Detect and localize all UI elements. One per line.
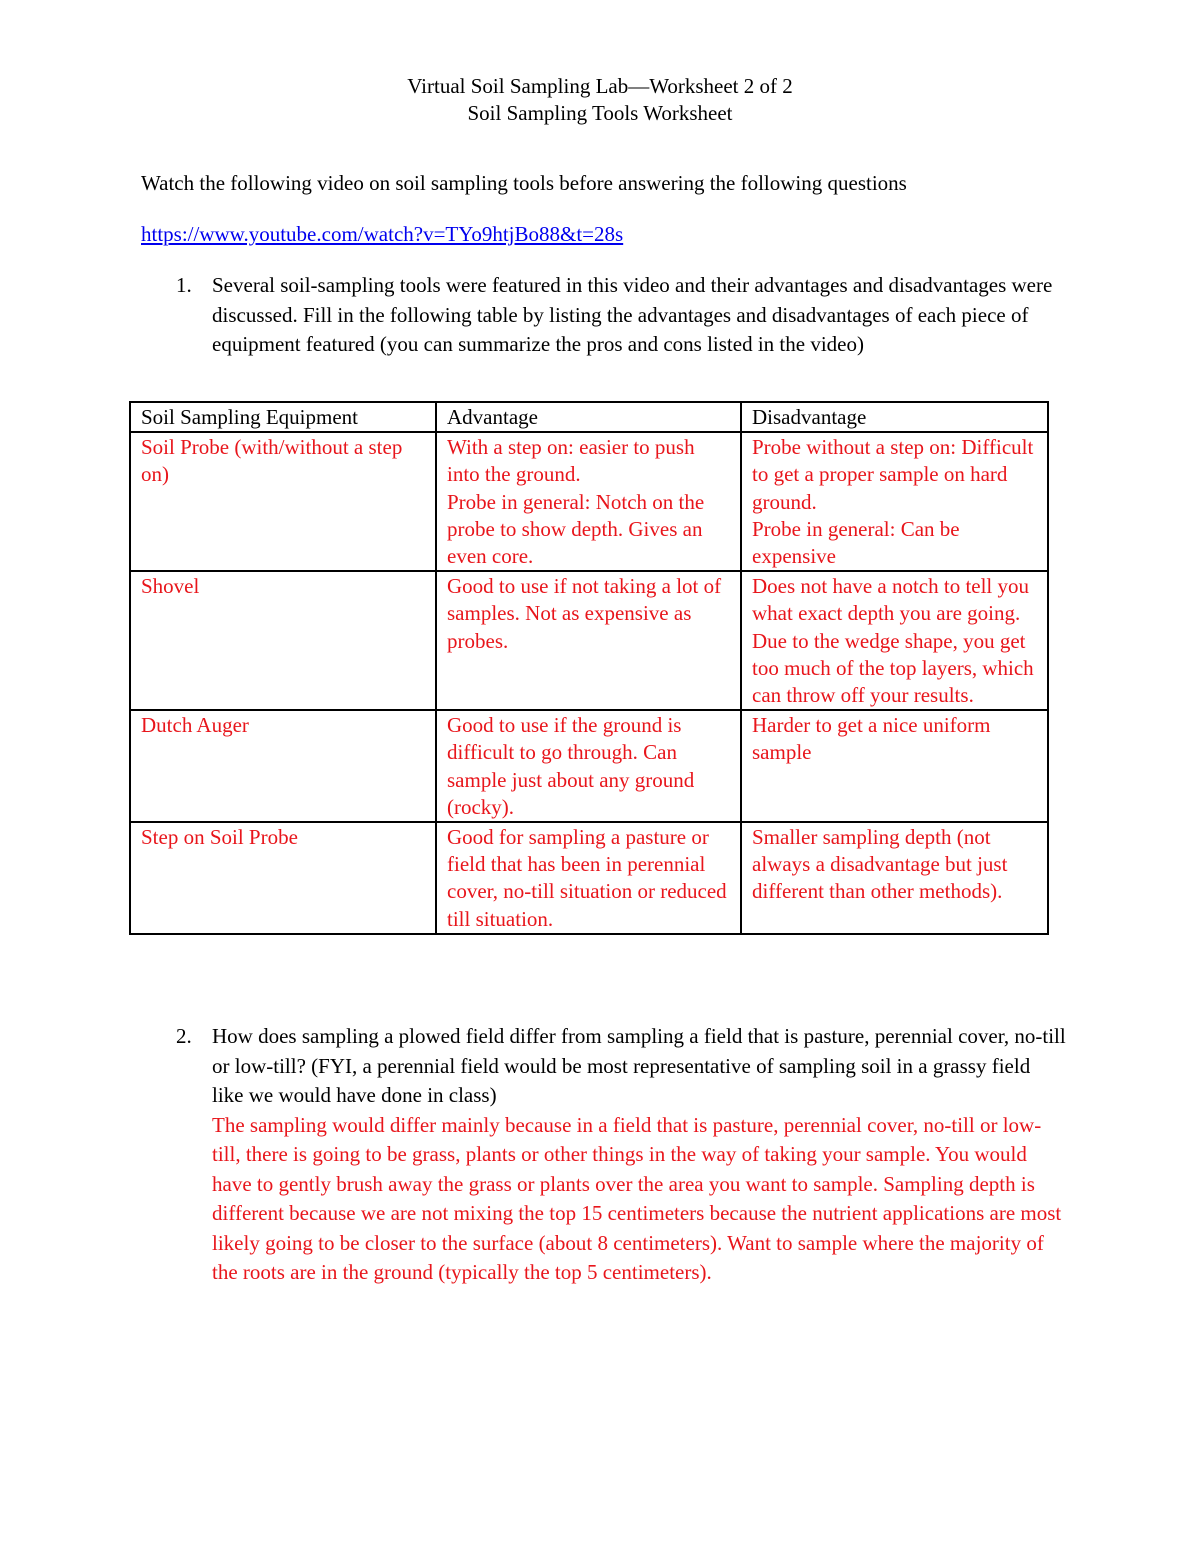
advantage-line: Good to use if not taking a lot of samples. Not as expensive as probes. [447, 574, 722, 653]
equipment-cell: Step on Soil Probe [130, 822, 436, 934]
question-2 [176, 1022, 1066, 1288]
header-disadvantage: Disadvantage [741, 402, 1048, 432]
disadvantage-line: Probe in general: Can be expensive [752, 516, 960, 569]
equipment-cell: Dutch Auger [130, 710, 436, 822]
table-header-row [130, 402, 1048, 432]
disadvantage-line: Smaller sampling depth (not always a disadvantage but just different than other methods). [752, 825, 1008, 904]
header-equipment: Soil Sampling Equipment [130, 402, 436, 432]
table-row [130, 822, 1048, 934]
advantage-line: Probe in general: Notch on the probe to show depth. Gives an even core. [447, 489, 705, 569]
equipment-cell: Soil Probe (with/without a step on) [130, 432, 436, 571]
worksheet-subtitle: Soil Sampling Tools Worksheet [467, 101, 733, 125]
worksheet-title: Virtual Soil Sampling Lab—Worksheet 2 of 2 [407, 74, 793, 98]
advantage-line: With a step on: easier to push into the ground. [447, 435, 695, 487]
equipment-table [129, 401, 1049, 935]
question-2-answer: The sampling would differ mainly because in a field that is pasture, perennial cover, no-till or low-till, there is going to be grass, plants or other things in the way of taking your sample. You would have to gently brush away the grass or plants over the area you want to sample. Sampling depth is different because we are not mixing the top 15 centimeters because the nutrient applications are most likely going to be closer to the surface (about 8 centimeters). Want to sample where the majority of the roots are in the ground (typically the top 5 centimeters). [212, 1112, 1062, 1284]
disadvantage-line: Probe without a step on: Difficult to get a proper sample on hard ground. [752, 435, 1034, 514]
instructions-text: Watch the following video on soil sampling tools before answering the following questions [141, 171, 907, 195]
table-row [130, 571, 1048, 710]
advantage-line: Good to use if the ground is difficult to go through. Can sample just about any ground (rocky). [447, 713, 695, 819]
disadvantage-line: Harder to get a nice uniform sample [752, 713, 991, 765]
question-2-number: 2. [176, 1024, 192, 1048]
question-2-text: How does sampling a plowed field differ from sampling a field that is pasture, perennial cover, no-till or low-till? (FYI, a perennial field would be most representative of sampling soil in a grassy field like we would have done in class) [212, 1024, 1066, 1107]
table-row [130, 710, 1048, 822]
question-1 [176, 271, 1066, 360]
advantage-cell [436, 432, 741, 571]
disadvantage-cell [741, 432, 1048, 571]
disadvantage-cell [741, 571, 1048, 710]
question-1-number: 1. [176, 273, 192, 297]
header-advantage: Advantage [436, 402, 741, 432]
advantage-cell [436, 571, 741, 710]
table-row [130, 432, 1048, 571]
disadvantage-cell [741, 822, 1048, 934]
video-link[interactable]: https://www.youtube.com/watch?v=TYo9htjBo88&t=28s [141, 222, 624, 246]
disadvantage-line: Does not have a notch to tell you what exact depth you are going. Due to the wedge shape, you get too much of the top layers, which can throw off your results. [752, 574, 1034, 708]
advantage-cell [436, 822, 741, 934]
advantage-cell [436, 710, 741, 822]
equipment-cell: Shovel [130, 571, 436, 710]
advantage-line: Good for sampling a pasture or field that has been in perennial cover, no-till situation or reduced till situation. [447, 825, 727, 931]
disadvantage-cell [741, 710, 1048, 822]
question-1-text: Several soil-sampling tools were featured in this video and their advantages and disadvantages were discussed. Fill in the following table by listing the advantages and disadvantages of each piece of equipment featured (you can summarize the pros and cons listed in the video) [212, 273, 1053, 356]
